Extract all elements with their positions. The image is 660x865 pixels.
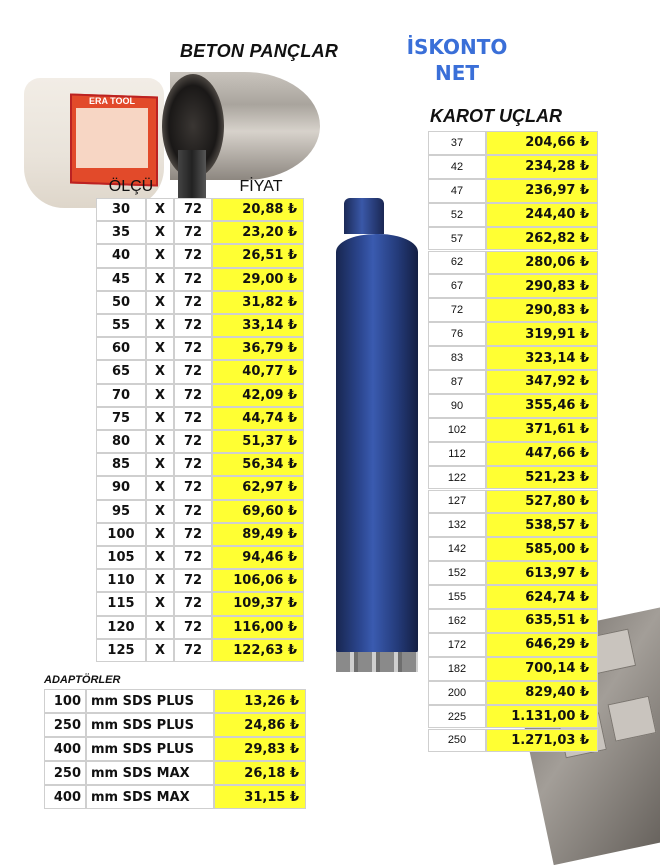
adaptor-row-size: 250 — [44, 761, 86, 785]
karot-row-size: 142 — [428, 537, 486, 561]
adaptor-row-price: 13,26 ₺ — [214, 689, 306, 713]
karot-row-size: 127 — [428, 490, 486, 514]
karot-row-size: 52 — [428, 203, 486, 227]
adaptorler-heading: ADAPTÖRLER — [44, 674, 121, 686]
adaptor-row-type: mm SDS PLUS — [86, 713, 214, 737]
karot-row-price: 204,66 ₺ — [486, 131, 598, 155]
beton-row-size: 40 — [96, 244, 146, 267]
adaptor-row-type: mm SDS PLUS — [86, 689, 214, 713]
karot-row-price: 290,83 ₺ — [486, 298, 598, 322]
beton-row-len: 72 — [174, 430, 212, 453]
beton-row-size: 75 — [96, 407, 146, 430]
karot-row-price: 538,57 ₺ — [486, 513, 598, 537]
karot-row-size: 172 — [428, 633, 486, 657]
beton-row-x: X — [146, 569, 174, 592]
size-column-header: ÖLÇÜ — [108, 178, 154, 195]
karot-row-price: 635,51 ₺ — [486, 609, 598, 633]
karot-row-price: 262,82 ₺ — [486, 227, 598, 251]
karot-row-size: 67 — [428, 274, 486, 298]
karot-row-price: 613,97 ₺ — [486, 561, 598, 585]
core-drill-segment-tip — [336, 652, 418, 672]
karot-row-size: 102 — [428, 418, 486, 442]
beton-row-size: 30 — [96, 198, 146, 221]
beton-row-len: 72 — [174, 500, 212, 523]
beton-row-price: 40,77 ₺ — [212, 360, 304, 383]
beton-row-len: 72 — [174, 268, 212, 291]
beton-row-len: 72 — [174, 523, 212, 546]
beton-row-x: X — [146, 639, 174, 662]
iskonto-net-label — [392, 34, 522, 86]
beton-row-price: 122,63 ₺ — [212, 639, 304, 662]
beton-row-size: 115 — [96, 592, 146, 615]
karot-row-price: 1.131,00 ₺ — [486, 705, 598, 729]
beton-row-x: X — [146, 546, 174, 569]
karot-row-size: 72 — [428, 298, 486, 322]
karot-row-price: 347,92 ₺ — [486, 370, 598, 394]
adaptor-row-size: 100 — [44, 689, 86, 713]
core-drill-connector-image — [344, 198, 384, 234]
karot-row-size: 37 — [428, 131, 486, 155]
beton-row-len: 72 — [174, 360, 212, 383]
net-line: NET — [434, 61, 480, 85]
beton-row-x: X — [146, 384, 174, 407]
karot-row-size: 47 — [428, 179, 486, 203]
beton-row-size: 95 — [96, 500, 146, 523]
karot-row-size: 112 — [428, 442, 486, 466]
beton-row-size: 45 — [96, 268, 146, 291]
beton-row-len: 72 — [174, 453, 212, 476]
beton-row-price: 26,51 ₺ — [212, 244, 304, 267]
beton-row-len: 72 — [174, 546, 212, 569]
beton-row-x: X — [146, 616, 174, 639]
beton-row-size: 90 — [96, 476, 146, 499]
karot-row-price: 371,61 ₺ — [486, 418, 598, 442]
karot-row-price: 1.271,03 ₺ — [486, 729, 598, 753]
beton-row-price: 62,97 ₺ — [212, 476, 304, 499]
karot-row-price: 280,06 ₺ — [486, 251, 598, 275]
beton-row-x: X — [146, 337, 174, 360]
karot-row-size: 155 — [428, 585, 486, 609]
karot-row-size: 152 — [428, 561, 486, 585]
karot-row-size: 132 — [428, 513, 486, 537]
beton-row-size: 60 — [96, 337, 146, 360]
beton-row-x: X — [146, 360, 174, 383]
beton-row-len: 72 — [174, 314, 212, 337]
beton-row-x: X — [146, 430, 174, 453]
beton-row-len: 72 — [174, 569, 212, 592]
karot-row-price: 244,40 ₺ — [486, 203, 598, 227]
beton-row-len: 72 — [174, 639, 212, 662]
karot-row-size: 83 — [428, 346, 486, 370]
beton-row-size: 55 — [96, 314, 146, 337]
beton-row-len: 72 — [174, 592, 212, 615]
beton-row-len: 72 — [174, 198, 212, 221]
beton-row-price: 23,20 ₺ — [212, 221, 304, 244]
karot-row-size: 90 — [428, 394, 486, 418]
karot-row-price: 624,74 ₺ — [486, 585, 598, 609]
karot-row-price: 829,40 ₺ — [486, 681, 598, 705]
karot-row-size: 225 — [428, 705, 486, 729]
beton-row-x: X — [146, 592, 174, 615]
beton-row-size: 100 — [96, 523, 146, 546]
core-drill-bit-image — [336, 234, 418, 654]
adaptor-row-size: 250 — [44, 713, 86, 737]
beton-row-x: X — [146, 407, 174, 430]
beton-row-x: X — [146, 523, 174, 546]
karot-row-size: 122 — [428, 466, 486, 490]
beton-row-size: 120 — [96, 616, 146, 639]
karot-row-size: 200 — [428, 681, 486, 705]
beton-row-price: 36,79 ₺ — [212, 337, 304, 360]
adaptor-row-price: 24,86 ₺ — [214, 713, 306, 737]
karot-row-size: 57 — [428, 227, 486, 251]
beton-row-x: X — [146, 500, 174, 523]
beton-row-len: 72 — [174, 337, 212, 360]
beton-row-size: 65 — [96, 360, 146, 383]
karot-row-size: 62 — [428, 251, 486, 275]
karot-row-size: 162 — [428, 609, 486, 633]
karot-uclar-heading: KAROT UÇLAR — [430, 106, 562, 126]
beton-row-size: 80 — [96, 430, 146, 453]
beton-row-price: 94,46 ₺ — [212, 546, 304, 569]
beton-row-len: 72 — [174, 291, 212, 314]
beton-row-price: 33,14 ₺ — [212, 314, 304, 337]
beton-row-x: X — [146, 244, 174, 267]
karot-row-price: 323,14 ₺ — [486, 346, 598, 370]
beton-row-size: 105 — [96, 546, 146, 569]
karot-row-size: 87 — [428, 370, 486, 394]
karot-row-price: 234,28 ₺ — [486, 155, 598, 179]
beton-row-size: 125 — [96, 639, 146, 662]
beton-row-len: 72 — [174, 221, 212, 244]
beton-row-x: X — [146, 268, 174, 291]
iskonto-line: İSKONTO — [406, 35, 508, 59]
karot-row-price: 447,66 ₺ — [486, 442, 598, 466]
price-column-header: FİYAT — [239, 178, 283, 195]
beton-row-size: 85 — [96, 453, 146, 476]
beton-row-x: X — [146, 314, 174, 337]
beton-row-price: 29,00 ₺ — [212, 268, 304, 291]
beton-row-price: 42,09 ₺ — [212, 384, 304, 407]
beton-row-price: 69,60 ₺ — [212, 500, 304, 523]
karot-row-price: 319,91 ₺ — [486, 322, 598, 346]
adaptor-row-price: 29,83 ₺ — [214, 737, 306, 761]
karot-row-price: 290,83 ₺ — [486, 274, 598, 298]
beton-row-price: 20,88 ₺ — [212, 198, 304, 221]
beton-row-len: 72 — [174, 476, 212, 499]
adaptor-row-type: mm SDS MAX — [86, 761, 214, 785]
adaptor-row-type: mm SDS MAX — [86, 785, 214, 809]
beton-row-size: 110 — [96, 569, 146, 592]
adaptor-row-size: 400 — [44, 737, 86, 761]
product-brand-text: ERA TOOL — [88, 96, 135, 106]
beton-row-price: 44,74 ₺ — [212, 407, 304, 430]
beton-panclar-heading: BETON PANÇLAR — [180, 41, 339, 61]
karot-row-price: 527,80 ₺ — [486, 490, 598, 514]
beton-row-x: X — [146, 198, 174, 221]
beton-row-price: 106,06 ₺ — [212, 569, 304, 592]
karot-row-price: 236,97 ₺ — [486, 179, 598, 203]
karot-row-price: 646,29 ₺ — [486, 633, 598, 657]
adaptor-row-size: 400 — [44, 785, 86, 809]
karot-row-size: 250 — [428, 729, 486, 753]
karot-row-price: 700,14 ₺ — [486, 657, 598, 681]
beton-row-len: 72 — [174, 244, 212, 267]
concrete-crown-bit-shaft — [178, 150, 206, 200]
beton-row-size: 70 — [96, 384, 146, 407]
beton-row-price: 116,00 ₺ — [212, 616, 304, 639]
karot-row-size: 76 — [428, 322, 486, 346]
beton-row-price: 31,82 ₺ — [212, 291, 304, 314]
adaptor-row-type: mm SDS PLUS — [86, 737, 214, 761]
beton-row-x: X — [146, 476, 174, 499]
karot-row-size: 182 — [428, 657, 486, 681]
product-bucket-label-panel — [76, 108, 148, 168]
beton-row-price: 56,34 ₺ — [212, 453, 304, 476]
beton-row-len: 72 — [174, 384, 212, 407]
beton-row-price: 109,37 ₺ — [212, 592, 304, 615]
beton-row-x: X — [146, 453, 174, 476]
beton-row-x: X — [146, 291, 174, 314]
beton-row-x: X — [146, 221, 174, 244]
adaptor-row-price: 31,15 ₺ — [214, 785, 306, 809]
beton-row-size: 35 — [96, 221, 146, 244]
karot-row-price: 585,00 ₺ — [486, 537, 598, 561]
adaptor-row-price: 26,18 ₺ — [214, 761, 306, 785]
beton-row-len: 72 — [174, 407, 212, 430]
beton-row-price: 89,49 ₺ — [212, 523, 304, 546]
beton-row-len: 72 — [174, 616, 212, 639]
karot-row-price: 521,23 ₺ — [486, 466, 598, 490]
beton-row-size: 50 — [96, 291, 146, 314]
karot-row-size: 42 — [428, 155, 486, 179]
karot-row-price: 355,46 ₺ — [486, 394, 598, 418]
beton-row-price: 51,37 ₺ — [212, 430, 304, 453]
